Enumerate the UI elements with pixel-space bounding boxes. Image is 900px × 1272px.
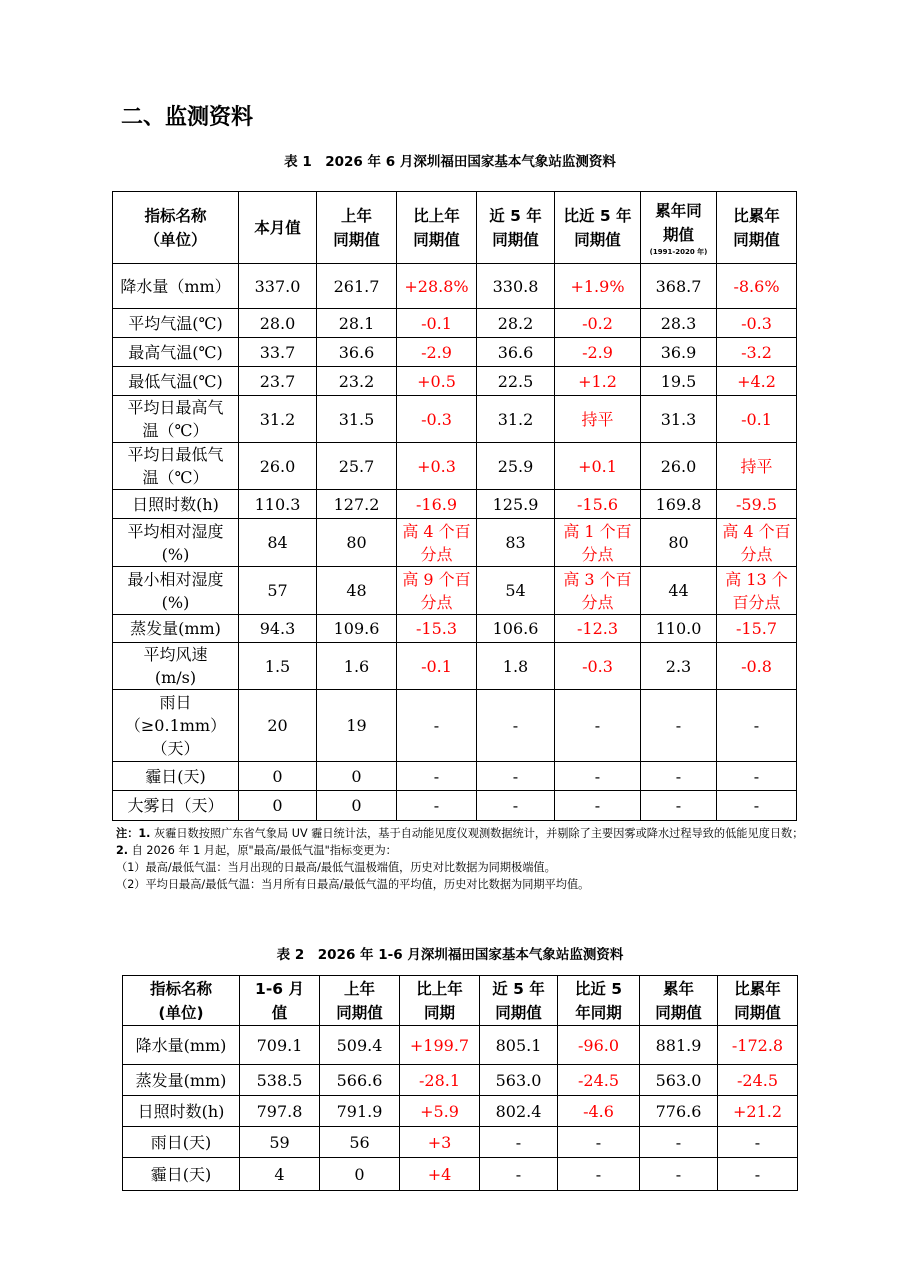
table-cell: 127.2 [317, 490, 397, 519]
table-cell: -15.7 [717, 615, 797, 643]
table-cell: -0.2 [555, 309, 641, 338]
table-row [113, 309, 797, 338]
table-cell: 48 [317, 567, 397, 615]
table-cell: 57 [239, 567, 317, 615]
table-cell: -15.3 [397, 615, 477, 643]
table-cell: 31.2 [239, 396, 317, 443]
table1-notes [116, 825, 806, 893]
table-cell: 805.1 [480, 1026, 558, 1065]
table-row [113, 338, 797, 367]
table2-header-6: 累年 同期值 [640, 976, 718, 1026]
table-cell: - [558, 1158, 640, 1191]
table-cell: 1.5 [239, 643, 317, 690]
table-cell: 56 [320, 1127, 400, 1158]
row-label: 平均相对湿度 (%) [113, 519, 239, 567]
table-cell: 563.0 [640, 1065, 718, 1096]
table-cell: -24.5 [718, 1065, 798, 1096]
row-label: 雨日 （≥0.1mm） （天） [113, 690, 239, 762]
table-cell: 高 1 个百 分点 [555, 519, 641, 567]
row-label: 蒸发量(mm) [113, 615, 239, 643]
table-cell: 125.9 [477, 490, 555, 519]
row-label: 日照时数(h) [123, 1096, 240, 1127]
table-cell: 881.9 [640, 1026, 718, 1065]
table-cell: 0 [239, 762, 317, 791]
table-cell: 797.8 [240, 1096, 320, 1127]
table-cell: 2.3 [641, 643, 717, 690]
table-cell: +199.7 [400, 1026, 480, 1065]
table1 [112, 191, 797, 821]
table-row [113, 762, 797, 791]
table-cell: +21.2 [718, 1096, 798, 1127]
table-cell: - [717, 791, 797, 821]
table-cell: -0.3 [717, 309, 797, 338]
table-cell: 80 [641, 519, 717, 567]
table-cell: 563.0 [480, 1065, 558, 1096]
table-cell: +4 [400, 1158, 480, 1191]
table-cell: - [555, 791, 641, 821]
row-label: 大雾日（天） [113, 791, 239, 821]
table-row [113, 443, 797, 490]
table-cell: 31.5 [317, 396, 397, 443]
table-cell: -8.6% [717, 264, 797, 309]
table2-header-2: 上年 同期值 [320, 976, 400, 1026]
row-label: 最低气温(℃) [113, 367, 239, 396]
table-row [113, 690, 797, 762]
table-cell: 高 9 个百 分点 [397, 567, 477, 615]
table1-header-6: 累年同 期值 (1991-2020 年) [641, 192, 717, 264]
table-cell: 776.6 [640, 1096, 718, 1127]
table-cell: -28.1 [400, 1065, 480, 1096]
table-row [113, 396, 797, 443]
row-label: 雨日(天) [123, 1127, 240, 1158]
table-cell: - [397, 791, 477, 821]
row-label: 平均日最低气 温（℃） [113, 443, 239, 490]
table-cell: 31.2 [477, 396, 555, 443]
table-row [113, 791, 797, 821]
table1-header-4: 近 5 年 同期值 [477, 192, 555, 264]
table-cell: -2.9 [555, 338, 641, 367]
table1-header-note: (1991-2020 年) [649, 247, 708, 256]
table-cell: - [558, 1127, 640, 1158]
table-cell: 0 [320, 1158, 400, 1191]
table-cell: -96.0 [558, 1026, 640, 1065]
table-cell: 36.9 [641, 338, 717, 367]
table2-header-1: 1-6 月 值 [240, 976, 320, 1026]
table-cell: 23.7 [239, 367, 317, 396]
table-cell: 791.9 [320, 1096, 400, 1127]
table-cell: - [555, 690, 641, 762]
table-cell: 26.0 [641, 443, 717, 490]
table-row [113, 567, 797, 615]
table-cell: -0.3 [397, 396, 477, 443]
table-cell: 802.4 [480, 1096, 558, 1127]
table-row [113, 643, 797, 690]
table-cell: 709.1 [240, 1026, 320, 1065]
table-cell: 330.8 [477, 264, 555, 309]
table-cell: -0.8 [717, 643, 797, 690]
table-cell: 31.3 [641, 396, 717, 443]
table-cell: - [477, 791, 555, 821]
row-label: 降水量(mm) [123, 1026, 240, 1065]
table-cell: -0.1 [397, 309, 477, 338]
table-row [123, 1127, 798, 1158]
table-cell: +0.5 [397, 367, 477, 396]
table-cell: 33.7 [239, 338, 317, 367]
table-cell: 23.2 [317, 367, 397, 396]
table-cell: 19.5 [641, 367, 717, 396]
note-1-prefix: 注：1. [116, 827, 151, 840]
table-row [113, 490, 797, 519]
table-cell: 20 [239, 690, 317, 762]
table-cell: 110.0 [641, 615, 717, 643]
table-cell: 566.6 [320, 1065, 400, 1096]
table-cell: - [640, 1158, 718, 1191]
table-row [113, 615, 797, 643]
note-1 [116, 825, 806, 842]
table2-header-5: 比近 5 年同期 [558, 976, 640, 1026]
table-cell: -12.3 [555, 615, 641, 643]
table-cell: 28.2 [477, 309, 555, 338]
table-cell: +4.2 [717, 367, 797, 396]
table-cell: 1.6 [317, 643, 397, 690]
row-label: 最小相对湿度 (%) [113, 567, 239, 615]
table-cell: - [480, 1158, 558, 1191]
table1-header-row [113, 192, 797, 264]
table-cell: -3.2 [717, 338, 797, 367]
table-cell: 25.7 [317, 443, 397, 490]
table1-header-3: 比上年 同期值 [397, 192, 477, 264]
table-row [113, 519, 797, 567]
table-cell: - [477, 690, 555, 762]
table-cell: -2.9 [397, 338, 477, 367]
table-row [123, 1096, 798, 1127]
table2-header-0: 指标名称 (单位) [123, 976, 240, 1026]
table-cell: 1.8 [477, 643, 555, 690]
table-cell: - [717, 762, 797, 791]
table-cell: 26.0 [239, 443, 317, 490]
table-cell: +3 [400, 1127, 480, 1158]
table-cell: 28.3 [641, 309, 717, 338]
table-cell: 368.7 [641, 264, 717, 309]
table1-header-0: 指标名称 （单位） [113, 192, 239, 264]
table-cell: 36.6 [317, 338, 397, 367]
table-cell: - [640, 1127, 718, 1158]
table-cell: 0 [239, 791, 317, 821]
table-cell: +1.2 [555, 367, 641, 396]
note-1-text: 灰霾日数按照广东省气象局 UV 霾日统计法，基于自动能见度仪观测数据统计，并剔除了主要因雾或降水过程导致的低能见度日数； [150, 827, 804, 840]
table-cell: 0 [317, 762, 397, 791]
table2-header-3: 比上年 同期 [400, 976, 480, 1026]
table-cell: - [718, 1127, 798, 1158]
table-cell: +28.8% [397, 264, 477, 309]
table-cell: +1.9% [555, 264, 641, 309]
table-cell: 261.7 [317, 264, 397, 309]
note-3: （1）最高/最低气温：当月出现的日最高/最低气温极端值，历史对比数据为同期极端值。 [116, 861, 556, 874]
row-label: 蒸发量(mm) [123, 1065, 240, 1096]
table2-caption: 表 2 2026 年 1-6 月深圳福田国家基本气象站监测资料 [276, 947, 624, 963]
table-cell: - [641, 690, 717, 762]
table-cell: - [555, 762, 641, 791]
row-label: 霾日(天) [123, 1158, 240, 1191]
table-cell: -59.5 [717, 490, 797, 519]
table-row [113, 367, 797, 396]
table2-header-7: 比累年 同期值 [718, 976, 798, 1026]
table-cell: 44 [641, 567, 717, 615]
row-label: 日照时数(h) [113, 490, 239, 519]
table-cell: -0.1 [717, 396, 797, 443]
table-row [123, 1026, 798, 1065]
table1-header-1: 本月值 [239, 192, 317, 264]
table-cell: 538.5 [240, 1065, 320, 1096]
table-cell: - [480, 1127, 558, 1158]
row-label: 最高气温(℃) [113, 338, 239, 367]
table2-header-4: 近 5 年 同期值 [480, 976, 558, 1026]
row-label: 平均日最高气 温（℃） [113, 396, 239, 443]
table-cell: - [397, 690, 477, 762]
table-cell: 4 [240, 1158, 320, 1191]
note-2-text: 自 2026 年 1 月起，原"最高/最低气温"指标变更为： [128, 844, 397, 857]
table-cell: 36.6 [477, 338, 555, 367]
table-cell: +0.3 [397, 443, 477, 490]
table-cell: -0.3 [555, 643, 641, 690]
table-cell: 28.0 [239, 309, 317, 338]
table-cell: -15.6 [555, 490, 641, 519]
table-cell: -24.5 [558, 1065, 640, 1096]
note-2 [116, 842, 806, 859]
table-cell: +5.9 [400, 1096, 480, 1127]
note-4: （2）平均日最高/最低气温：当月所有日最高/最低气温的平均值，历史对比数据为同期平均值。 [116, 878, 590, 891]
table-cell: - [718, 1158, 798, 1191]
table1-header-2: 上年 同期值 [317, 192, 397, 264]
table-cell: 高 4 个百 分点 [397, 519, 477, 567]
row-label: 降水量（mm） [113, 264, 239, 309]
table-cell: 22.5 [477, 367, 555, 396]
table-cell: 0 [317, 791, 397, 821]
table-cell: - [717, 690, 797, 762]
table1-header-5: 比近 5 年 同期值 [555, 192, 641, 264]
table-cell: -16.9 [397, 490, 477, 519]
table-row [113, 264, 797, 309]
table-cell: 84 [239, 519, 317, 567]
table-cell: - [641, 762, 717, 791]
table-cell: +0.1 [555, 443, 641, 490]
table1-header-7: 比累年 同期值 [717, 192, 797, 264]
table-cell: 25.9 [477, 443, 555, 490]
note-2-prefix: 2. [116, 844, 129, 857]
table-cell: 28.1 [317, 309, 397, 338]
table2 [122, 975, 798, 1191]
table-cell: 高 4 个百 分点 [717, 519, 797, 567]
table-cell: 高 3 个百 分点 [555, 567, 641, 615]
table-cell: 109.6 [317, 615, 397, 643]
table-cell: -4.6 [558, 1096, 640, 1127]
row-label: 平均风速 (m/s) [113, 643, 239, 690]
table-cell: 110.3 [239, 490, 317, 519]
table1-caption: 表 1 2026 年 6 月深圳福田国家基本气象站监测资料 [284, 154, 616, 170]
table-cell: 19 [317, 690, 397, 762]
table-cell: - [641, 791, 717, 821]
section-title: 二、监测资料 [121, 105, 254, 130]
table-cell: 持平 [717, 443, 797, 490]
row-label: 霾日(天) [113, 762, 239, 791]
table-cell: 509.4 [320, 1026, 400, 1065]
table-cell: 持平 [555, 396, 641, 443]
table-cell: 94.3 [239, 615, 317, 643]
table-cell: - [477, 762, 555, 791]
table-cell: 80 [317, 519, 397, 567]
table-cell: -0.1 [397, 643, 477, 690]
table-cell: 高 13 个 百分点 [717, 567, 797, 615]
table-cell: 337.0 [239, 264, 317, 309]
table-cell: - [397, 762, 477, 791]
table-cell: 106.6 [477, 615, 555, 643]
row-label: 平均气温(℃) [113, 309, 239, 338]
table-cell: -172.8 [718, 1026, 798, 1065]
table-row [123, 1158, 798, 1191]
table-row [123, 1065, 798, 1096]
table2-header-row [123, 976, 798, 1026]
table-cell: 54 [477, 567, 555, 615]
table-cell: 59 [240, 1127, 320, 1158]
table-cell: 169.8 [641, 490, 717, 519]
table-cell: 83 [477, 519, 555, 567]
